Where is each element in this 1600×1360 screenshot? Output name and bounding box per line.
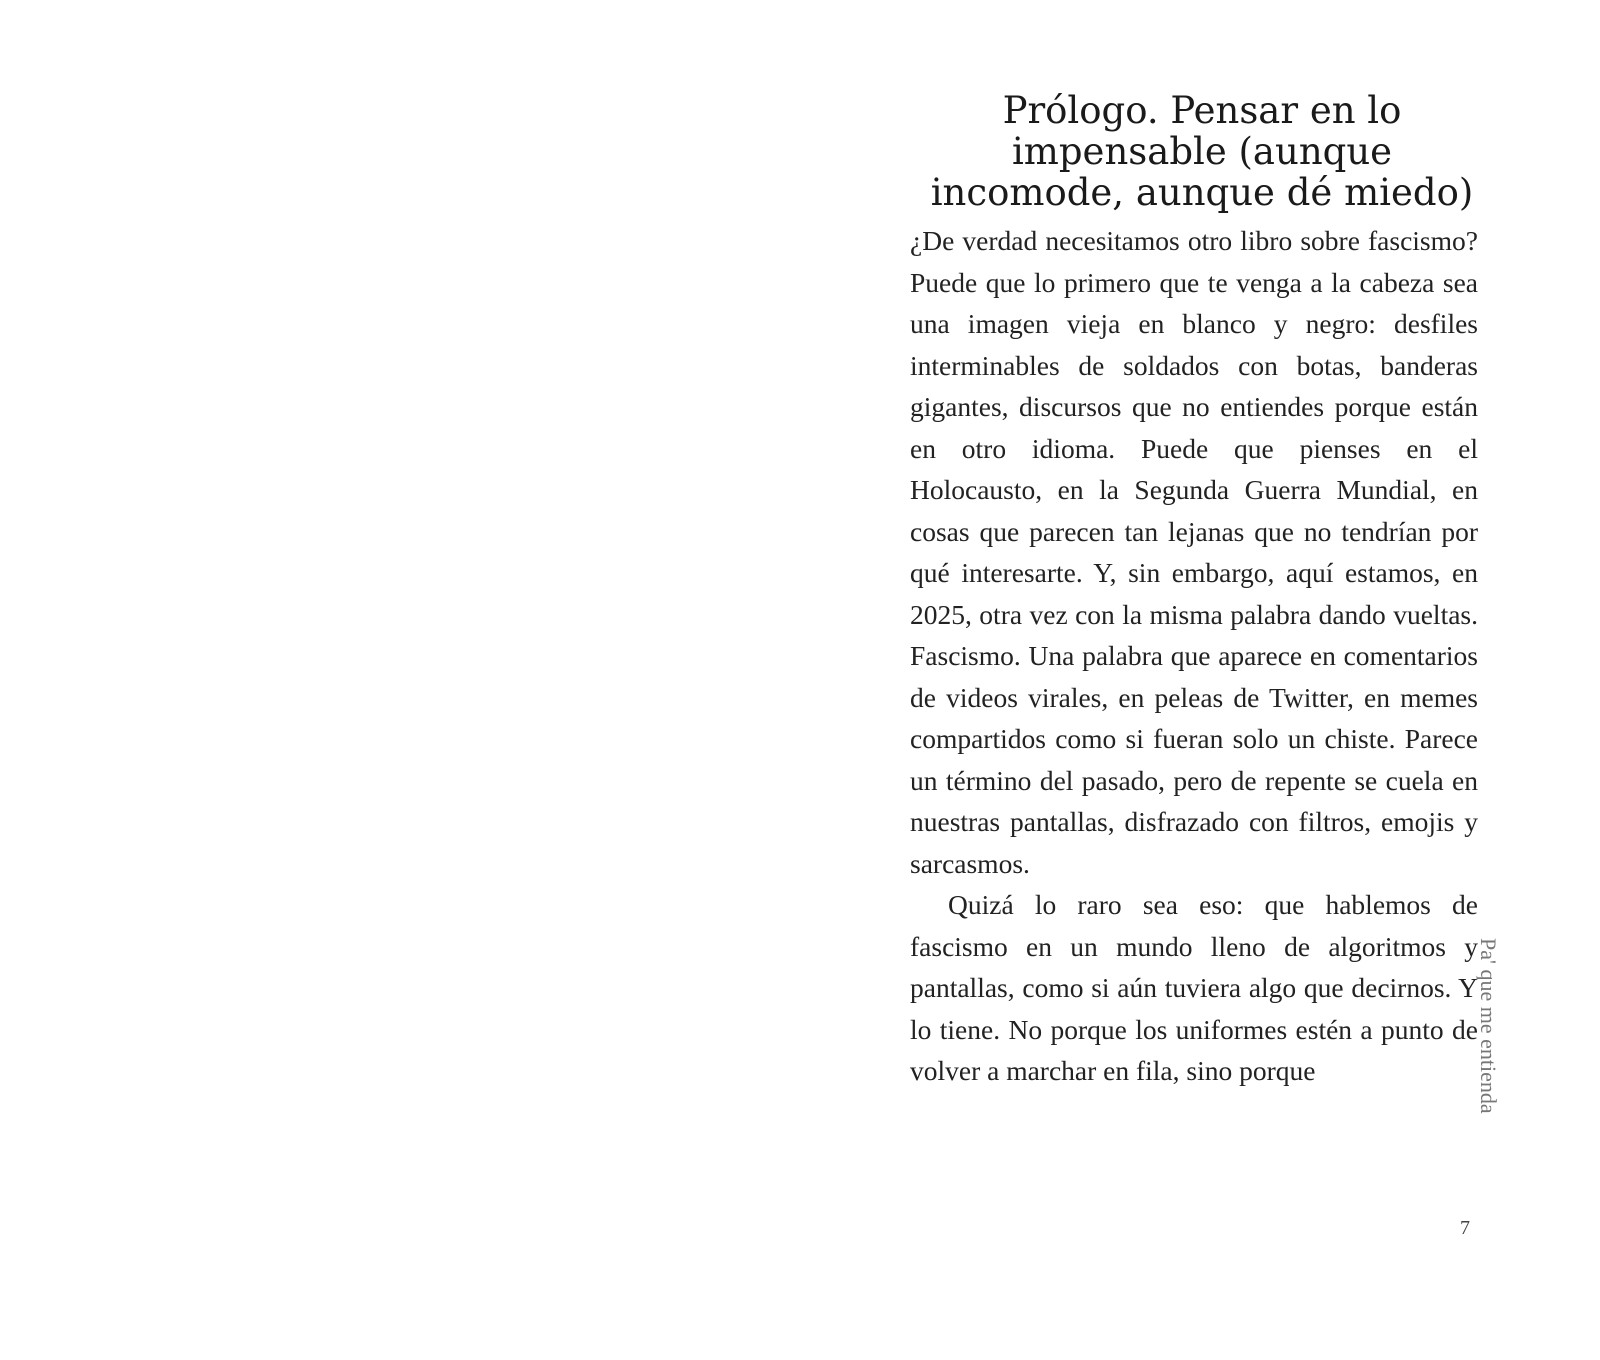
page-number: 7 <box>1460 1217 1470 1239</box>
running-head: Pa' que me entienda <box>1476 938 1501 1114</box>
paragraph-2: Quizá lo raro sea eso: que hablemos de fascismo en un mundo lleno de algoritmos y pantallas, como si aún tuviera algo que decirnos. Y lo tiene. No porque los uniformes estén a punto de volver a marchar en fila, sino porque <box>910 889 1478 1086</box>
paragraph-1: ¿De verdad necesitamos otro libro sobre fascismo? Puede que lo primero que te venga a la cabeza sea una imagen vieja en blanco y negro: desfiles interminables de soldados con botas, banderas gigantes, discursos que no entiendes porque están en otro idioma. Puede que pienses en el Holocausto, en la Segunda Guerra Mundial, en cosas que parecen tan lejanas que no tendrían por qué interesarte. Y, sin embargo, aquí estamos, en 2025, otra vez con la misma palabra dando vueltas. Fascismo. Una palabra que aparece en comentarios de videos virales, en peleas de Twitter, en memes compartidos como si fueran solo un chiste. Parece un término del pasado, pero de repente se cuela en nuestras pantallas, disfrazado con filtros, emojis y sarcasmos. <box>910 225 1478 879</box>
right-page <box>880 0 1600 1360</box>
body-text <box>910 220 1478 1092</box>
chapter-title: Prólogo. Pensar en lo impensable (aunque incomode, aunque dé miedo) <box>930 89 1474 214</box>
